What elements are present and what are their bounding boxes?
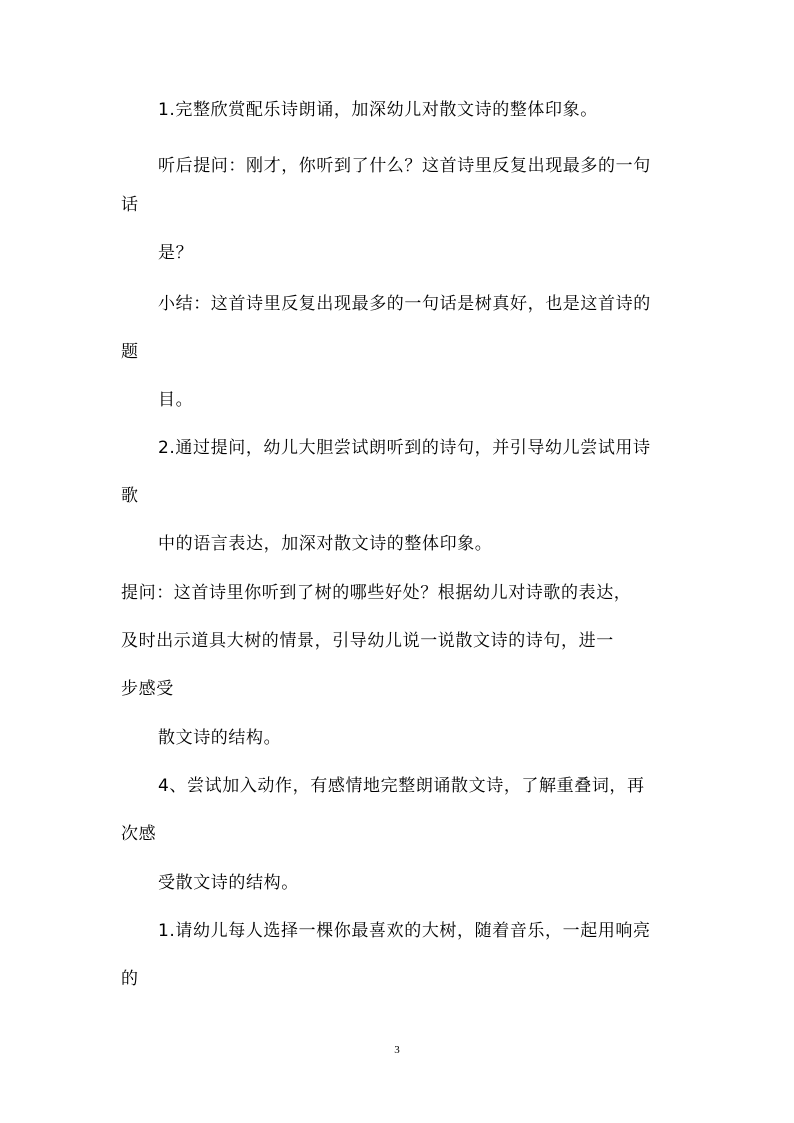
text-line: 中的语言表达，加深对散文诗的整体印象。 bbox=[158, 534, 493, 554]
text-line: 次感 bbox=[121, 824, 157, 844]
text-line: 1.完整欣赏配乐诗朗诵，加深幼儿对散文诗的整体印象。 bbox=[158, 100, 598, 120]
text-line: 的 bbox=[121, 969, 139, 989]
text-line: 目。 bbox=[158, 390, 194, 410]
text-line: 2.通过提问，幼儿大胆尝试朗听到的诗句，并引导幼儿尝试用诗 bbox=[158, 438, 651, 458]
page-number: 3 bbox=[394, 1044, 400, 1056]
text-line: 1.请幼儿每人选择一棵你最喜欢的大树，随着音乐，一起用响亮 bbox=[158, 921, 651, 941]
text-line: 受散文诗的结构。 bbox=[158, 873, 299, 893]
text-line: 听后提问：刚才，你听到了什么？这首诗里反复出现最多的一句 bbox=[158, 156, 651, 176]
text-line: 是？ bbox=[158, 243, 194, 263]
text-line: 题 bbox=[121, 342, 139, 362]
text-line: 提问：这首诗里你听到了树的哪些好处？根据幼儿对诗歌的表达， bbox=[121, 583, 632, 603]
text-line: 及时出示道具大树的情景，引导幼儿说一说散文诗的诗句，进一 bbox=[121, 631, 614, 651]
text-line: 散文诗的结构。 bbox=[158, 728, 282, 748]
text-line: 步感受 bbox=[121, 679, 174, 699]
text-line: 小结：这首诗里反复出现最多的一句话是树真好，也是这首诗的 bbox=[158, 294, 651, 314]
text-line: 4、尝试加入动作，有感情地完整朗诵散文诗，了解重叠词，再 bbox=[158, 776, 645, 796]
text-line: 话 bbox=[121, 195, 139, 215]
text-line: 歌 bbox=[121, 486, 139, 506]
